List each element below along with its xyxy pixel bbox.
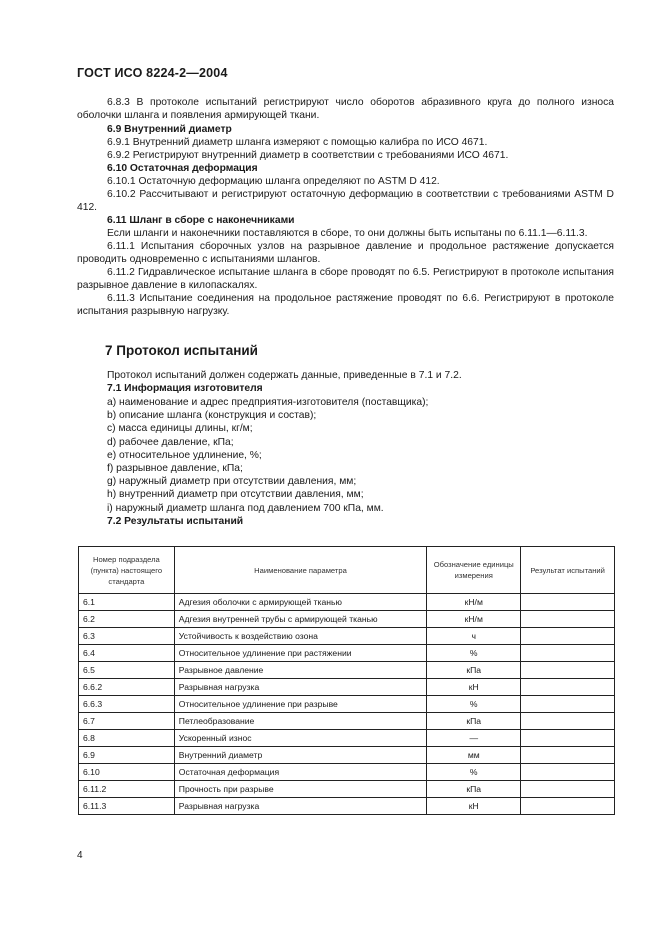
paragraph-6-11-1: 6.11.1 Испытания сборочных узлов на разрывное давление и продольное растяжение допускается проводить одновременно с испытаниями шлангов. [77, 241, 614, 266]
list-item: g) наружный диаметр при отсутствии давления, мм; [107, 476, 357, 488]
table-row [79, 747, 615, 764]
page-number: 4 [77, 850, 83, 861]
unit-cell: % [427, 696, 521, 713]
result-cell [521, 679, 615, 696]
column-header-section: Номер подраздела (пункта) настоящего стандарта [79, 547, 175, 594]
table-row [79, 645, 615, 662]
table-row [79, 628, 615, 645]
unit-cell: кПа [427, 781, 521, 798]
result-cell [521, 747, 615, 764]
heading-6-10: 6.10 Остаточная деформация [107, 163, 258, 174]
result-cell [521, 628, 615, 645]
unit-cell: кН/м [427, 594, 521, 611]
unit-cell: ч [427, 628, 521, 645]
section-cell: 6.6.3 [79, 696, 175, 713]
result-cell [521, 662, 615, 679]
section-cell: 6.5 [79, 662, 175, 679]
test-results-table [78, 546, 615, 815]
paragraph-6-9-2: 6.9.2 Регистрируют внутренний диаметр в соответствии с требованиями ИСО 4671. [107, 150, 509, 161]
table-row [79, 713, 615, 730]
unit-cell: кПа [427, 713, 521, 730]
paragraph-6-11-2: 6.11.2 Гидравлическое испытание шланга в сборе проводят по 6.5. Регистрируют в протоколе испытания разрывное давление в килопаскалях. [77, 267, 614, 292]
parameter-cell: Внутренний диаметр [174, 747, 426, 764]
table-row [79, 662, 615, 679]
unit-cell: кН [427, 798, 521, 815]
parameter-cell: Относительное удлинение при растяжении [174, 645, 426, 662]
section-cell: 6.7 [79, 713, 175, 730]
list-item: c) масса единицы длины, кг/м; [107, 423, 253, 435]
parameter-cell: Адгезия оболочки с армирующей тканью [174, 594, 426, 611]
list-item: b) описание шланга (конструкция и состав); [107, 410, 317, 422]
section-cell: 6.9 [79, 747, 175, 764]
result-cell [521, 798, 615, 815]
section-cell: 6.1 [79, 594, 175, 611]
table-row [79, 594, 615, 611]
unit-cell: кН/м [427, 611, 521, 628]
heading-7-2: 7.2 Результаты испытаний [107, 516, 244, 527]
paragraph-6-10-2: 6.10.2 Рассчитывают и регистрируют остаточную деформацию в соответствии с требованиями ASTM D 412. [77, 189, 614, 214]
parameter-cell: Прочность при разрыве [174, 781, 426, 798]
table-row [79, 781, 615, 798]
result-cell [521, 730, 615, 747]
paragraph-6-10-1: 6.10.1 Остаточную деформацию шланга определяют по ASTM D 412. [107, 176, 440, 187]
result-cell [521, 594, 615, 611]
parameter-cell: Разрывная нагрузка [174, 798, 426, 815]
result-cell [521, 611, 615, 628]
parameter-cell: Разрывная нагрузка [174, 679, 426, 696]
parameter-cell: Устойчивость к воздействию озона [174, 628, 426, 645]
section-cell: 6.11.2 [79, 781, 175, 798]
list-item: i) наружный диаметр шланга под давлением 700 кПа, мм. [107, 502, 384, 514]
unit-cell: — [427, 730, 521, 747]
parameter-cell: Петлеобразование [174, 713, 426, 730]
table-row [79, 798, 615, 815]
list-item: h) внутренний диаметр при отсутствии давления, мм; [107, 489, 364, 501]
result-cell [521, 764, 615, 781]
manufacturer-info-list [107, 396, 428, 515]
paragraph-6-11: Если шланги и наконечники поставляются в сборе, то они должны быть испытаны по 6.11.1—6.11.3. [107, 228, 588, 239]
parameter-cell: Остаточная деформация [174, 764, 426, 781]
table-row [79, 696, 615, 713]
list-item: a) наименование и адрес предприятия-изготовителя (поставщика); [107, 397, 429, 408]
column-header-parameter: Наименование параметра [174, 547, 426, 594]
paragraph-6-9-1: 6.9.1 Внутренний диаметр шланга измеряют с помощью калибра по ИСО 4671. [107, 137, 488, 148]
table-row [79, 611, 615, 628]
paragraph-6-11-3: 6.11.3 Испытание соединения на продольное растяжение проводят по 6.6. Регистрируют в протоколе испытания разрывную нагрузку. [77, 293, 614, 318]
section-cell: 6.3 [79, 628, 175, 645]
paragraph-6-8-3: 6.8.3 В протоколе испытаний регистрируют число оборотов абразивного круга до полного износа оболочки шланга и появления армирующей ткани. [77, 97, 614, 122]
document-header: ГОСТ ИСО 8224-2—2004 [77, 66, 228, 80]
table-row [79, 679, 615, 696]
unit-cell: % [427, 645, 521, 662]
column-header-result: Результат испытаний [521, 547, 615, 594]
section-cell: 6.8 [79, 730, 175, 747]
result-cell [521, 696, 615, 713]
section-cell: 6.10 [79, 764, 175, 781]
heading-6-9: 6.9 Внутренний диаметр [107, 124, 232, 135]
list-item: d) рабочее давление, кПа; [107, 436, 234, 448]
section-cell: 6.2 [79, 611, 175, 628]
column-header-unit: Обозначение единицы измерения [427, 547, 521, 594]
heading-6-11: 6.11 Шланг в сборе с наконечниками [107, 215, 295, 226]
table-row [79, 730, 615, 747]
result-cell [521, 713, 615, 730]
heading-7-1: 7.1 Информация изготовителя [107, 383, 263, 394]
parameter-cell: Разрывное давление [174, 662, 426, 679]
result-cell [521, 781, 615, 798]
unit-cell: кН [427, 679, 521, 696]
parameter-cell: Адгезия внутренней трубы с армирующей тканью [174, 611, 426, 628]
section-cell: 6.4 [79, 645, 175, 662]
result-cell [521, 645, 615, 662]
parameter-cell: Относительное удлинение при разрыве [174, 696, 426, 713]
list-item: e) относительное удлинение, %; [107, 449, 262, 461]
section-cell: 6.11.3 [79, 798, 175, 815]
section-7-title: 7 Протокол испытаний [105, 343, 258, 358]
table-header-row [79, 547, 615, 594]
parameter-cell: Ускоренный износ [174, 730, 426, 747]
section-cell: 6.6.2 [79, 679, 175, 696]
unit-cell: % [427, 764, 521, 781]
unit-cell: мм [427, 747, 521, 764]
list-item: f) разрывное давление, кПа; [107, 463, 243, 475]
unit-cell: кПа [427, 662, 521, 679]
paragraph-7: Протокол испытаний должен содержать данные, приведенные в 7.1 и 7.2. [107, 370, 462, 381]
table-row [79, 764, 615, 781]
